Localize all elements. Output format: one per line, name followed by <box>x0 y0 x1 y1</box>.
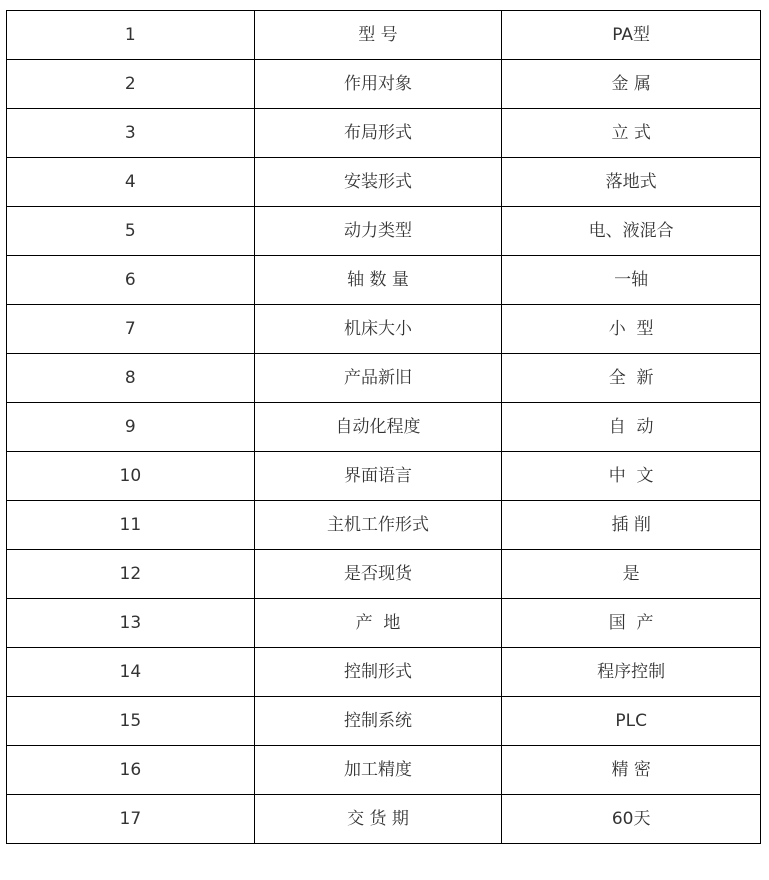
table-row <box>7 354 761 403</box>
attribute-name: 加工精度 <box>255 746 503 795</box>
attribute-name: 控制形式 <box>255 648 503 697</box>
table-row <box>7 60 761 109</box>
attribute-value: 落地式 <box>502 158 761 207</box>
attribute-value: 中 文 <box>502 452 761 501</box>
row-number: 10 <box>7 452 255 501</box>
attribute-name: 交 货 期 <box>255 795 503 844</box>
attribute-value: 国 产 <box>502 599 761 648</box>
table-row <box>7 207 761 256</box>
attribute-value: 全 新 <box>502 354 761 403</box>
attribute-name: 作用对象 <box>255 60 503 109</box>
row-number: 11 <box>7 501 255 550</box>
attribute-name: 主机工作形式 <box>255 501 503 550</box>
attribute-name: 动力类型 <box>255 207 503 256</box>
row-number: 12 <box>7 550 255 599</box>
table-row <box>7 305 761 354</box>
row-number: 5 <box>7 207 255 256</box>
attribute-name: 控制系统 <box>255 697 503 746</box>
row-number: 8 <box>7 354 255 403</box>
row-number: 1 <box>7 11 255 60</box>
table-row <box>7 403 761 452</box>
row-number: 7 <box>7 305 255 354</box>
row-number: 3 <box>7 109 255 158</box>
table-row <box>7 501 761 550</box>
attribute-name: 产 地 <box>255 599 503 648</box>
attribute-value: 程序控制 <box>502 648 761 697</box>
attribute-name: 布局形式 <box>255 109 503 158</box>
table-row <box>7 746 761 795</box>
row-number: 9 <box>7 403 255 452</box>
attribute-value: 自 动 <box>502 403 761 452</box>
attribute-value: 电、液混合 <box>502 207 761 256</box>
table-row <box>7 599 761 648</box>
attribute-value: 立 式 <box>502 109 761 158</box>
row-number: 15 <box>7 697 255 746</box>
row-number: 6 <box>7 256 255 305</box>
attribute-value: 一轴 <box>502 256 761 305</box>
attribute-value: 是 <box>502 550 761 599</box>
attribute-value: 60天 <box>502 795 761 844</box>
row-number: 2 <box>7 60 255 109</box>
table-row <box>7 158 761 207</box>
attribute-value: 金 属 <box>502 60 761 109</box>
attribute-name: 轴 数 量 <box>255 256 503 305</box>
attribute-value: PA型 <box>502 11 761 60</box>
row-number: 4 <box>7 158 255 207</box>
table-row <box>7 11 761 60</box>
row-number: 14 <box>7 648 255 697</box>
attribute-name: 界面语言 <box>255 452 503 501</box>
attribute-name: 机床大小 <box>255 305 503 354</box>
attribute-value: 小 型 <box>502 305 761 354</box>
attribute-name: 产品新旧 <box>255 354 503 403</box>
table-row <box>7 697 761 746</box>
row-number: 13 <box>7 599 255 648</box>
attribute-name: 自动化程度 <box>255 403 503 452</box>
attribute-value: 插 削 <box>502 501 761 550</box>
table-row <box>7 550 761 599</box>
table-row <box>7 109 761 158</box>
table-row <box>7 648 761 697</box>
row-number: 16 <box>7 746 255 795</box>
attribute-value: 精 密 <box>502 746 761 795</box>
spec-table <box>6 10 761 844</box>
attribute-name: 安装形式 <box>255 158 503 207</box>
attribute-value: PLC <box>502 697 761 746</box>
row-number: 17 <box>7 795 255 844</box>
table-row <box>7 795 761 844</box>
table-row <box>7 452 761 501</box>
attribute-name: 型 号 <box>255 11 503 60</box>
attribute-name: 是否现货 <box>255 550 503 599</box>
table-row <box>7 256 761 305</box>
